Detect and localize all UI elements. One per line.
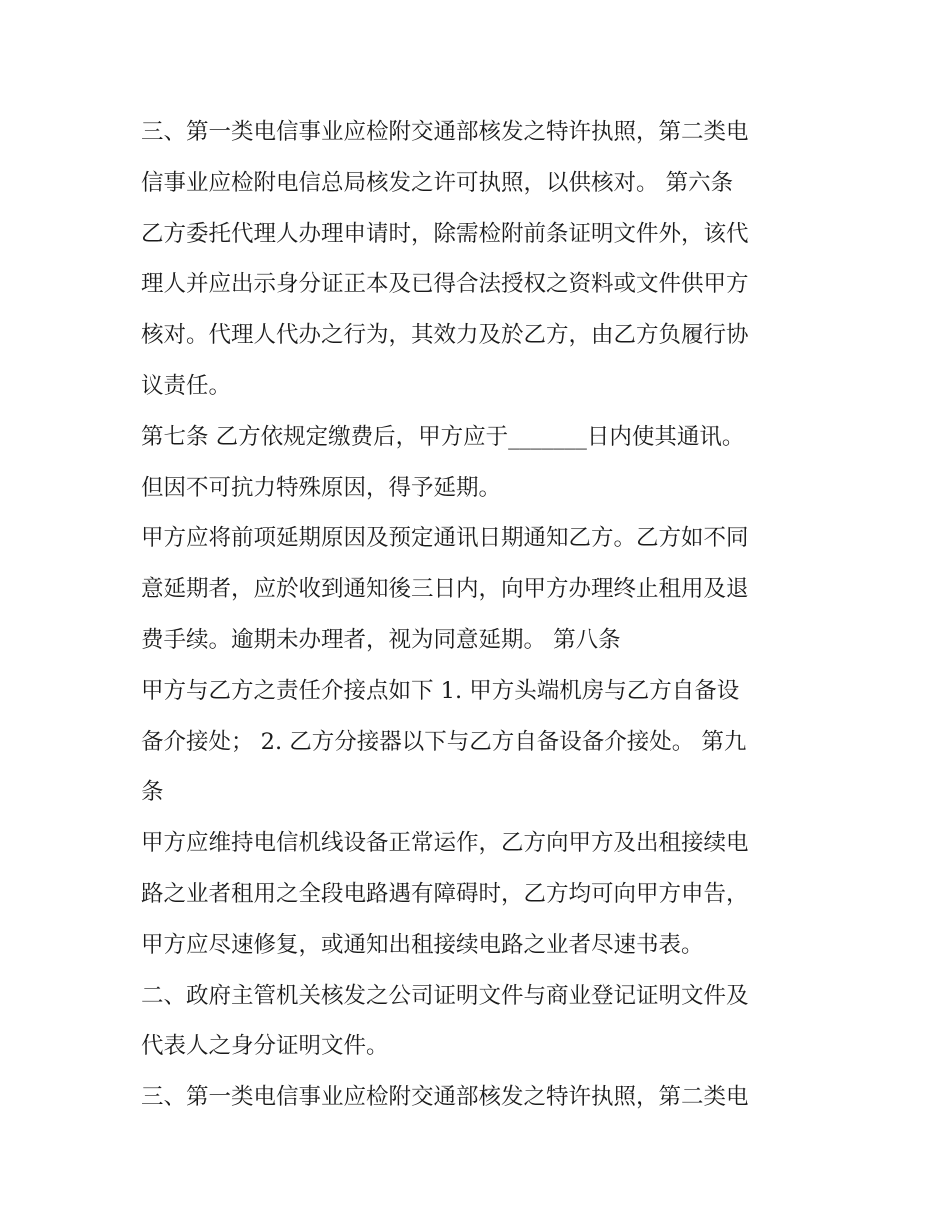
text-line: 条: [141, 779, 164, 806]
text-line: 费手续。逾期未办理者，视为同意延期。 第八条: [141, 626, 621, 653]
text-line: 路之业者租用之全段电路遇有障碍时，乙方均可向甲方申告，: [141, 880, 749, 907]
text-line: 乙方委托代理人办理申请时，除需检附前条证明文件外，该代: [141, 220, 749, 247]
text-line: 甲方应将前项延期原因及预定通讯日期通知乙方。乙方如不同: [141, 525, 749, 552]
text-line: 意延期者，应於收到通知後三日内，向甲方办理终止租用及退: [141, 576, 749, 603]
text-line: 二、政府主管机关核发之公司证明文件与商业登记证明文件及: [141, 982, 749, 1009]
text-line: 但因不可抗力特殊原因，得予延期。: [141, 474, 502, 501]
text-line: 甲方与乙方之责任介接点如下 1. 甲方头端机房与乙方自备设: [141, 677, 740, 704]
document-body: [141, 107, 821, 1123]
text-line: 理人并应出示身分证正本及已得合法授权之资料或文件供甲方: [141, 271, 749, 298]
text-line: 代表人之身分证明文件。: [141, 1033, 389, 1060]
text-line: 三、第一类电信事业应检附交通部核发之特许执照，第二类电: [141, 119, 749, 145]
text-line: 备介接处； 2. 乙方分接器以下与乙方自备设备介接处。 第九: [141, 728, 747, 755]
text-line: 信事业应检附电信总局核发之许可执照，以供核对。 第六条: [141, 169, 734, 196]
text-line: 议责任。: [141, 372, 232, 399]
text-line: 第七条 乙方依规定缴费后，甲方应于_______日内使其通讯。: [141, 423, 745, 450]
text-line: 三、第一类电信事业应检附交通部核发之特许执照，第二类电: [141, 1084, 749, 1111]
text-line: 甲方应尽速修复，或通知出租接续电路之业者尽速书表。: [141, 931, 704, 958]
text-line: 甲方应维持电信机线设备正常运作，乙方向甲方及出租接续电: [141, 830, 749, 857]
text-line: 核对。代理人代办之行为，其效力及於乙方，由乙方负履行协: [141, 322, 749, 349]
